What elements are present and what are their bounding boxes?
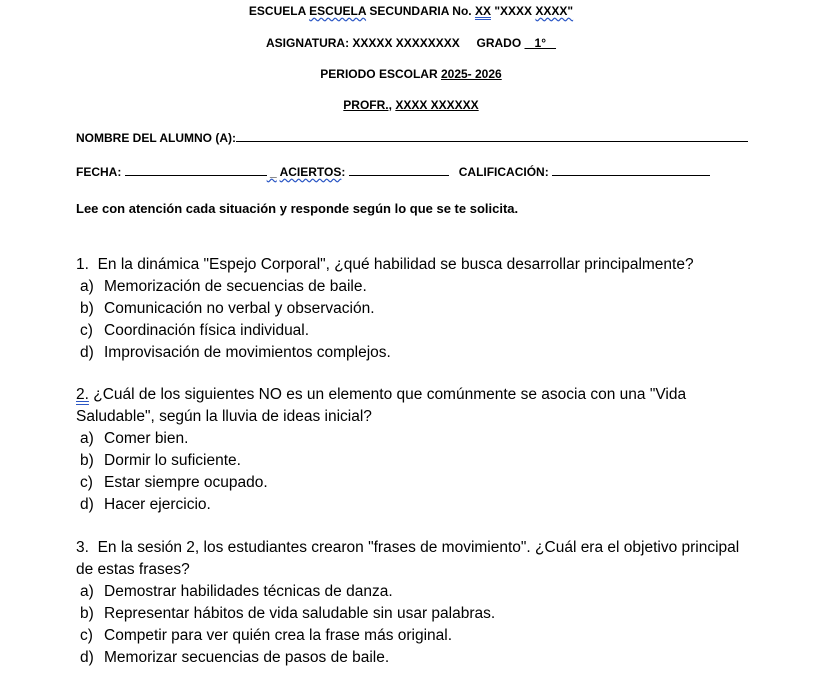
- option-text: Representar hábitos de vida saludable sin usar palabras.: [104, 605, 496, 622]
- question-3-body: En la sesión 2, los estudiantes crearon "frases de movimiento". ¿Cuál era el objetivo principal de estas frases?: [76, 539, 740, 578]
- school-prefix: ESCUELA: [248, 4, 306, 18]
- option-text: Comer bien.: [104, 430, 189, 447]
- option-3a[interactable]: [76, 581, 746, 603]
- option-text: Improvisación de movimientos complejos.: [104, 344, 391, 361]
- question-1-number: 1.: [76, 256, 89, 273]
- option-1b[interactable]: [76, 298, 746, 320]
- student-name-label: NOMBRE DEL ALUMNO (A):: [76, 131, 236, 145]
- option-text: Memorizar secuencias de pasos de baile.: [104, 649, 390, 666]
- question-1-body: En la dinámica "Espejo Corporal", ¿qué habilidad se busca desarrollar principalmente?: [97, 256, 694, 273]
- question-2-body: ¿Cuál de los siguientes NO es un elemento que comúnmente se asocia con una "Vida Saludable", según la lluvia de ideas inicial?: [76, 386, 687, 425]
- option-3d[interactable]: [76, 647, 746, 669]
- question-3-text: [76, 537, 746, 581]
- question-2: [76, 384, 746, 516]
- grade-field-label: CALIFICACIÓN:: [458, 165, 549, 179]
- option-2b[interactable]: [76, 450, 746, 472]
- grade-field-line[interactable]: [552, 164, 710, 176]
- grade-value: [525, 36, 557, 50]
- question-3: [76, 537, 746, 669]
- subject-header: [0, 36, 822, 50]
- question-2-text: [76, 384, 746, 428]
- school-number: XX: [474, 4, 491, 18]
- school-duplicate-word: ESCUELA: [309, 4, 367, 18]
- period-label: PERIODO ESCOLAR: [320, 67, 438, 81]
- instructions: Lee con atención cada situación y responde según lo que se te solicita.: [76, 201, 519, 216]
- grade-value-text: 1°: [534, 36, 546, 50]
- score-row: FECHA: _ ACIERTOS: CALIFICACIÓN:: [76, 164, 710, 179]
- option-letter: a): [80, 278, 94, 295]
- date-line[interactable]: [125, 164, 267, 176]
- option-letter: d): [80, 649, 94, 666]
- option-letter: b): [80, 605, 94, 622]
- question-3-number: 3.: [76, 539, 89, 556]
- teacher-label: PROFR.,: [343, 98, 392, 112]
- option-text: Demostrar habilidades técnicas de danza.: [104, 583, 393, 600]
- option-2a[interactable]: [76, 428, 746, 450]
- option-letter: a): [80, 430, 94, 447]
- option-letter: c): [80, 322, 93, 339]
- option-1d[interactable]: [76, 342, 746, 364]
- period-value: 2025- 2026: [440, 67, 502, 81]
- option-text: Competir para ver quién crea la frase más original.: [104, 627, 453, 644]
- hits-label: ACIERTOS: [279, 165, 342, 179]
- option-2d[interactable]: [76, 494, 746, 516]
- question-1: [76, 254, 746, 364]
- school-mid: SECUNDARIA No.: [369, 4, 472, 18]
- school-name-close: XXXX": [535, 4, 574, 18]
- question-2-number: 2.: [76, 386, 89, 403]
- option-letter: c): [80, 627, 93, 644]
- option-text: Hacer ejercicio.: [104, 496, 211, 513]
- school-header: [0, 4, 822, 18]
- date-label: FECHA:: [76, 165, 122, 179]
- period-header: [0, 67, 822, 81]
- option-letter: b): [80, 300, 94, 317]
- option-text: Coordinación física individual.: [104, 322, 310, 339]
- question-1-text: [76, 254, 746, 276]
- subject-label: ASIGNATURA: XXXXX XXXXXXXX: [265, 36, 460, 50]
- option-3c[interactable]: [76, 625, 746, 647]
- option-letter: c): [80, 474, 93, 491]
- option-letter: b): [80, 452, 94, 469]
- option-2c[interactable]: [76, 472, 746, 494]
- option-letter: d): [80, 344, 94, 361]
- school-name-open: "XXXX: [494, 4, 533, 18]
- option-text: Dormir lo suficiente.: [104, 452, 241, 469]
- hits-marker: _: [266, 165, 277, 179]
- option-letter: a): [80, 583, 94, 600]
- student-name-row: [76, 130, 748, 145]
- teacher-header: [0, 98, 822, 112]
- option-1c[interactable]: [76, 320, 746, 342]
- option-letter: d): [80, 496, 94, 513]
- option-text: Estar siempre ocupado.: [104, 474, 268, 491]
- option-text: Memorización de secuencias de baile.: [104, 278, 367, 295]
- grade-label: GRADO: [476, 36, 522, 50]
- option-3b[interactable]: [76, 603, 746, 625]
- hits-line[interactable]: [349, 164, 449, 176]
- option-1a[interactable]: [76, 276, 746, 298]
- teacher-value: XXXX XXXXXX: [395, 98, 479, 112]
- student-name-line[interactable]: [236, 130, 748, 142]
- option-text: Comunicación no verbal y observación.: [104, 300, 375, 317]
